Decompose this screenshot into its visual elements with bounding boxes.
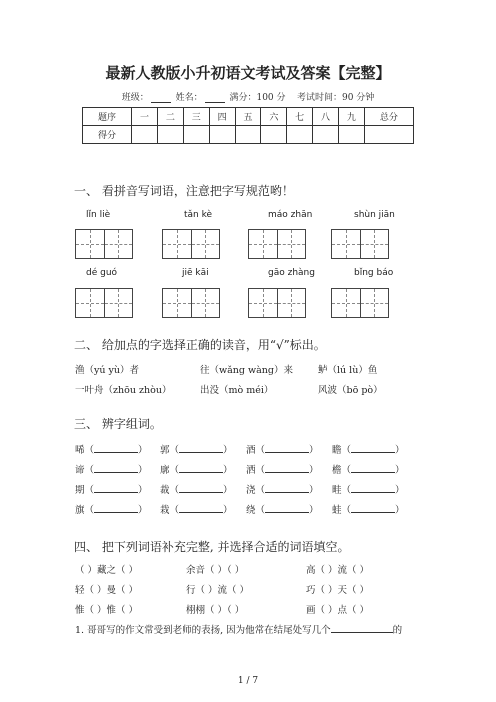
answer-blank[interactable] <box>331 624 393 633</box>
pinyin-label: tǎn kè <box>184 210 213 220</box>
idiom-item[interactable]: 栩栩（ ）（ ） <box>186 605 245 616</box>
char: 谛 <box>75 465 85 476</box>
char: 期 <box>75 485 85 496</box>
answer-blank[interactable] <box>265 484 309 493</box>
score-header: 九 <box>338 108 364 126</box>
answer-blank[interactable] <box>179 464 223 473</box>
answer-blank[interactable] <box>265 444 309 453</box>
class-label: 班级： <box>121 93 149 103</box>
reading-item: 往（wǎng wàng）来 <box>200 365 294 376</box>
answer-blank[interactable] <box>265 504 309 513</box>
char-row: 栽（ ） <box>160 505 233 516</box>
char-row: 旗（ ） <box>75 505 148 516</box>
question-1-tail: 的 <box>392 625 403 636</box>
char: 蛙 <box>332 505 342 516</box>
writing-grid[interactable] <box>248 288 306 318</box>
page-number: 1 / 7 <box>237 676 259 686</box>
char: 酒 <box>246 445 256 456</box>
idiom-item[interactable]: 轻（ ）曼（ ） <box>75 585 139 596</box>
answer-blank[interactable] <box>351 464 395 473</box>
writing-grid[interactable] <box>75 288 133 318</box>
question-1 <box>75 622 402 636</box>
char: 郭 <box>160 445 170 456</box>
score-header: 二 <box>157 108 183 126</box>
score-header: 总分 <box>364 108 413 126</box>
char-row: 畦（ ） <box>332 485 405 496</box>
score-table <box>82 107 414 144</box>
writing-grid[interactable] <box>248 229 306 259</box>
answer-blank[interactable] <box>179 504 223 513</box>
reading-item: 风波（bō pò） <box>318 385 383 396</box>
writing-grid[interactable] <box>331 288 389 318</box>
score-header: 六 <box>261 108 287 126</box>
char: 旗 <box>75 505 85 516</box>
char-row: 裁（ ） <box>160 485 233 496</box>
question-1-text: 1. 哥哥写的作文常受到老师的表扬, 因为他常在结尾处写几个 <box>75 625 331 636</box>
time-label: 考试时间：90 分钟 <box>296 93 375 103</box>
reading-item: 出没（mò méi） <box>200 385 274 396</box>
idiom-item[interactable]: 巧（ ）天（ ） <box>306 585 370 596</box>
score-label: 满分：100 分 <box>229 93 286 103</box>
answer-blank[interactable] <box>179 444 223 453</box>
writing-grid[interactable] <box>331 229 389 259</box>
score-cell[interactable] <box>313 126 339 144</box>
char-row: 唏（ ） <box>75 445 148 456</box>
idiom-item[interactable]: 高（ ）流（ ） <box>306 565 370 576</box>
char: 浇 <box>246 485 256 496</box>
score-header: 四 <box>209 108 235 126</box>
char: 瞻 <box>332 445 342 456</box>
page-title: 最新人教版小升初语文考试及答案【完整】 <box>105 64 391 82</box>
name-blank <box>205 93 225 103</box>
section-2-heading: 二、 给加点的字选择正确的读音，用“√”标出。 <box>74 338 326 352</box>
score-cell[interactable] <box>287 126 313 144</box>
pinyin-label: jiē kāi <box>182 268 209 278</box>
answer-blank[interactable] <box>351 484 395 493</box>
char-row: 浇（ ） <box>246 485 319 496</box>
idiom-item[interactable]: 惟（ ）惟（ ） <box>75 605 139 616</box>
score-value-row <box>83 126 414 144</box>
answer-blank[interactable] <box>179 484 223 493</box>
score-cell[interactable] <box>364 126 413 144</box>
score-header-row <box>83 108 414 126</box>
char: 檐 <box>332 465 342 476</box>
answer-blank[interactable] <box>94 464 138 473</box>
answer-blank[interactable] <box>94 504 138 513</box>
pinyin-label: gāo zhàng <box>268 268 315 278</box>
score-header: 一 <box>132 108 158 126</box>
score-header: 七 <box>287 108 313 126</box>
idiom-item[interactable]: 余音（ ）（ ） <box>186 565 245 576</box>
score-row-label: 得分 <box>83 126 132 144</box>
reading-item: 一叶舟（zhōu zhòu） <box>75 385 172 396</box>
reading-item: 渔（yú yù）者 <box>75 365 139 376</box>
score-cell[interactable] <box>132 126 158 144</box>
pinyin-label: shùn jiān <box>354 210 395 220</box>
pinyin-label: lǐn liè <box>86 210 111 220</box>
pinyin-label: dé guó <box>86 268 118 278</box>
score-cell[interactable] <box>209 126 235 144</box>
char: 廓 <box>160 465 170 476</box>
char-row: 洒（ ） <box>246 465 319 476</box>
score-cell[interactable] <box>183 126 209 144</box>
pinyin-label: máo zhān <box>268 210 313 220</box>
writing-grid[interactable] <box>162 229 220 259</box>
answer-blank[interactable] <box>265 464 309 473</box>
char: 栽 <box>160 505 170 516</box>
score-header: 五 <box>235 108 261 126</box>
char-row: 郭（ ） <box>160 445 233 456</box>
score-header: 八 <box>313 108 339 126</box>
answer-blank[interactable] <box>351 504 395 513</box>
char-row: 瞻（ ） <box>332 445 405 456</box>
score-cell[interactable] <box>338 126 364 144</box>
reading-item: 鲈（lú lù）鱼 <box>318 365 378 376</box>
score-cell[interactable] <box>235 126 261 144</box>
char-row: 绕（ ） <box>246 505 319 516</box>
char-row: 蛙（ ） <box>332 505 405 516</box>
score-cell[interactable] <box>261 126 287 144</box>
idiom-item[interactable]: 行（ ）流（ ） <box>186 585 250 596</box>
char: 裁 <box>160 485 170 496</box>
section-3-heading: 三、 辨字组词。 <box>74 417 162 431</box>
writing-grid[interactable] <box>162 288 220 318</box>
char: 畦 <box>332 485 342 496</box>
answer-blank[interactable] <box>94 444 138 453</box>
char-row: 酒（ ） <box>246 445 319 456</box>
exam-info <box>0 90 496 103</box>
class-blank <box>151 93 171 103</box>
answer-blank[interactable] <box>351 444 395 453</box>
answer-blank[interactable] <box>94 484 138 493</box>
score-header: 题序 <box>83 108 132 126</box>
idiom-item[interactable]: 画（ ）点（ ） <box>306 605 370 616</box>
char: 唏 <box>75 445 85 456</box>
section-1-heading: 一、 看拼音写词语，注意把字写规范哟！ <box>74 184 294 198</box>
char: 洒 <box>246 465 256 476</box>
char-row: 廓（ ） <box>160 465 233 476</box>
char-row: 谛（ ） <box>75 465 148 476</box>
score-header: 三 <box>183 108 209 126</box>
pinyin-label: bǐng báo <box>354 268 394 278</box>
section-4-heading: 四、 把下列词语补充完整, 并选择合适的词语填空。 <box>74 540 350 554</box>
writing-grid[interactable] <box>75 229 133 259</box>
char: 绕 <box>246 505 256 516</box>
name-label: 姓名： <box>175 93 203 103</box>
char-row: 檐（ ） <box>332 465 405 476</box>
char-row: 期（ ） <box>75 485 148 496</box>
idiom-item[interactable]: （ ）藏之（ ） <box>75 565 139 576</box>
score-cell[interactable] <box>157 126 183 144</box>
